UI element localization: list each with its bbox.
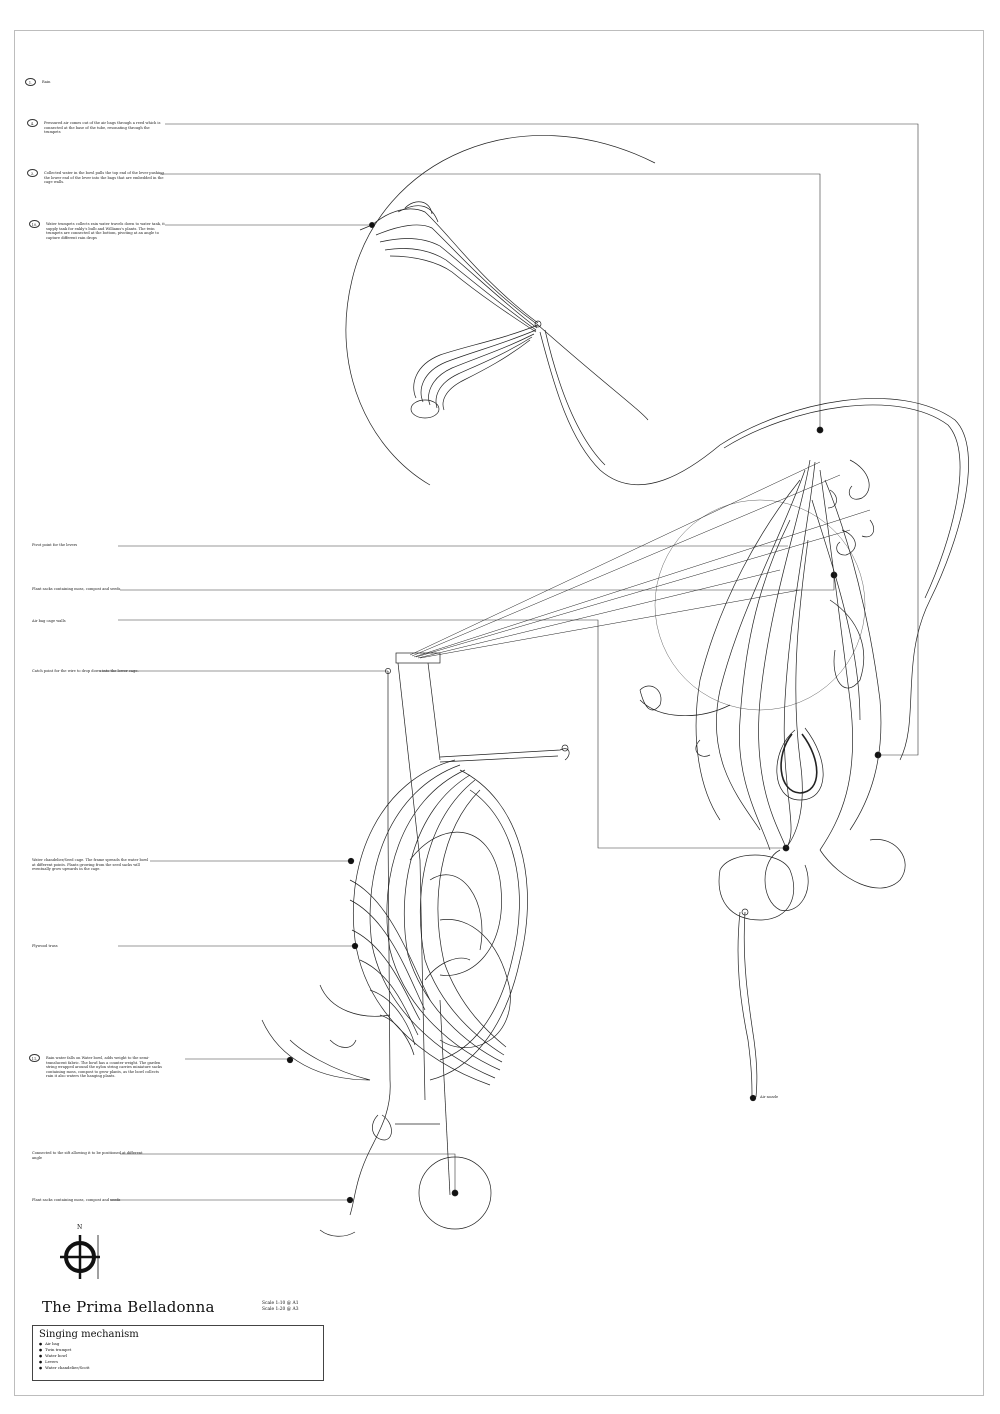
annotation-ann-plant-2: Plant sacks containing moss, compost and seeds [32, 1198, 121, 1202]
annotation-ann-chandelier: Water chandelier/Seed cage. The frame spreads the water bowl at different points. Plants growing from the seed sacks will eventually grow upwards in the cage. [32, 858, 149, 872]
leader-lines [100, 124, 918, 1200]
drawing-title: The Prima Belladonna [42, 1298, 215, 1316]
annotation-ann-3: Collected water in the bowl pulls the top end of the lever pushing the lower end of the lever into the bags that are embedded in the cage walls. [44, 171, 164, 185]
north-label: N [77, 1224, 83, 1231]
air-bag-cluster [640, 398, 969, 1100]
scale-note [262, 1301, 299, 1313]
annotation-number: 3. [27, 169, 38, 177]
legend-item-water-chandelier: ● Water chandelier/Scott [39, 1365, 317, 1371]
north-arrow [60, 1235, 100, 1279]
annotation-ann-nozzle: Air nozzle [760, 1095, 779, 1099]
legend-item-air-bag: ● Air bag [39, 1341, 317, 1347]
scale-line-1: Scale 1:10 @ A1 [262, 1301, 299, 1306]
annotation-ann-catch: Catch point for the wire to drop down into the lower cage. [32, 669, 139, 673]
annotation-ann-11: Rain water falls on Water bowl, adds weight to the semi-translucent fabric. The bowl has a counter weight. The garden string wrapped around the nylon string carries miniature sacks containing moss, compost to grow plants, as the bowl collects rain it also waters the hanging plants. [46, 1056, 162, 1079]
annotation-ann-pivot: Pivot point for the levers [32, 543, 78, 547]
annotation-ann-4: Pressured air comes out of the air bags through a reed which is connected at the base of the tube, resonating through the trumpets [44, 121, 161, 135]
legend-box [32, 1325, 324, 1381]
annotation-ann-1: Rain [42, 80, 51, 84]
annotation-ann-airbag: Air bag cage walls [32, 619, 66, 623]
annotation-ann-10: Water trumpets collects rain water travels down to water tank, it supply tank for enkly's bulb and Williams's plants. The twin trumpets are connected at the bottom, pivoting at an angle to capture different rain drops [46, 222, 165, 240]
annotation-number: 10. [29, 220, 40, 228]
annotation-number: 1. [25, 78, 36, 86]
legend-title: Singing mechanism [39, 1329, 139, 1340]
annotation-number: 4. [27, 119, 38, 127]
legend-item-levers: ● Levers [39, 1359, 317, 1365]
twin-trumpet-assembly [346, 135, 720, 485]
legend-item-water-bowl: ● Water bowl [39, 1353, 317, 1359]
scale-line-2: Scale 1:20 @ A3 [262, 1307, 299, 1312]
annotation-ann-connected: Connected to the sift allowing it to be positioned at different angle [32, 1151, 143, 1160]
water-chandelier-cage [262, 653, 569, 1236]
annotation-number: 11. [29, 1054, 40, 1062]
annotation-ann-plywood: Plywood truss [32, 944, 58, 948]
annotation-ann-plant-1: Plant sacks containing moss, compost and seeds [32, 587, 121, 591]
legend-item-twin-trumpet: ● Twin trumpet [39, 1347, 317, 1353]
